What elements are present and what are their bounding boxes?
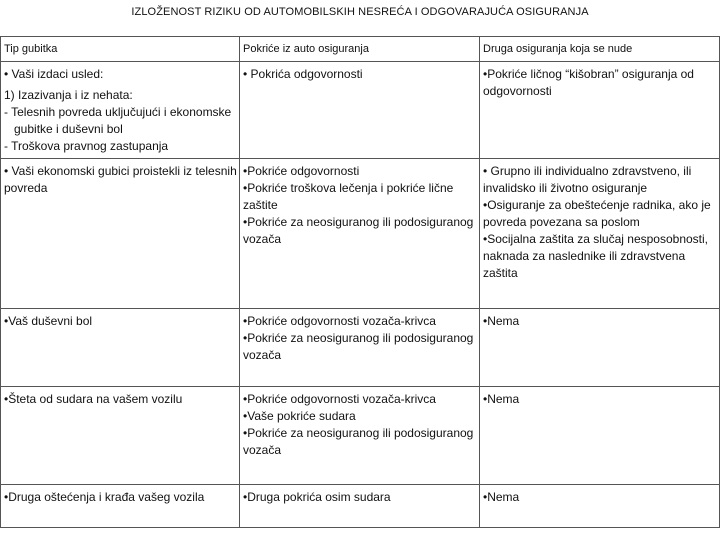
table-row	[1, 62, 720, 159]
coverage-table	[0, 36, 720, 528]
cell-loss-type	[1, 485, 240, 528]
cell-auto-coverage	[240, 159, 480, 309]
header-other-insurance: Druga osiguranja koja se nude	[480, 37, 720, 62]
cell-loss-type	[1, 159, 240, 309]
cell-line: • Vaši ekonomski gubici proistekli iz telesnih povreda	[4, 164, 237, 195]
table-row	[1, 387, 720, 485]
cell-loss-type	[1, 387, 240, 485]
header-auto-coverage: Pokriće iz auto osiguranja	[240, 37, 480, 62]
table-row	[1, 485, 720, 528]
cell-line: •Pokriće za neosiguranog ili podosiguranog vozača	[243, 331, 474, 362]
cell-line: • Grupno ili individualno zdravstveno, ili invalidsko ili životno osiguranje	[483, 164, 692, 195]
header-loss-type: Tip gubitka	[1, 37, 240, 62]
cell-loss-type	[1, 309, 240, 387]
cell-line: • Pokrića odgovornosti	[243, 67, 363, 81]
cell-line: •Pokriće odgovornosti vozača-krivca	[243, 392, 436, 406]
cell-line: •Nema	[483, 490, 520, 504]
cell-line: •Vaše pokriće sudara	[243, 409, 356, 423]
cell-line: •Pokriće odgovornosti vozača-krivca	[243, 314, 436, 328]
cell-line: •Pokriće troškova lečenja i pokriće lične zaštite	[243, 181, 454, 212]
cell-loss-type	[1, 62, 240, 159]
cell-line: - Telesnih povreda uključujući i ekonomske gubitke i duševni bol	[4, 105, 232, 136]
cell-line: •Socijalna zaštita za slučaj nesposobnosti, naknada za naslednike ili zdravstvena zaštita	[483, 232, 708, 280]
cell-line: 1) Izazivanja i iz nehata:	[4, 88, 133, 102]
cell-line: •Pokriće odgovornosti	[243, 164, 360, 178]
table-row	[1, 159, 720, 309]
cell-line: •Nema	[483, 392, 520, 406]
cell-line: - Troškova pravnog zastupanja	[4, 139, 169, 153]
cell-line: • Vaši izdaci usled:	[4, 67, 104, 81]
table-header-row	[1, 37, 720, 62]
cell-auto-coverage	[240, 387, 480, 485]
cell-line: •Pokriće za neosiguranog ili podosiguranog vozača	[243, 215, 474, 246]
cell-line: •Vaš duševni bol	[4, 314, 93, 328]
cell-line: •Pokriće za neosiguranog ili podosiguranog vozača	[243, 426, 474, 457]
cell-line: •Druga pokrića osim sudara	[243, 490, 391, 504]
document-title: IZLOŽENOST RIZIKU OD AUTOMOBILSKIH NESREĆA I ODGOVARAJUĆA OSIGURANJA	[131, 6, 589, 18]
cell-other-insurance	[480, 387, 720, 485]
cell-other-insurance	[480, 159, 720, 309]
cell-line: •Druga oštećenja i krađa vašeg vozila	[4, 490, 205, 504]
table-row	[1, 309, 720, 387]
cell-auto-coverage	[240, 485, 480, 528]
cell-other-insurance	[480, 62, 720, 159]
cell-other-insurance	[480, 309, 720, 387]
cell-auto-coverage	[240, 62, 480, 159]
cell-line: •Pokriće ličnog “kišobran” osiguranja od odgovornosti	[483, 67, 694, 98]
cell-line: •Šteta od sudara na vašem vozilu	[4, 392, 183, 406]
cell-other-insurance	[480, 485, 720, 528]
cell-auto-coverage	[240, 309, 480, 387]
cell-line: •Osiguranje za obeštećenje radnika, ako je povreda povezana sa poslom	[483, 198, 711, 229]
cell-line: •Nema	[483, 314, 520, 328]
